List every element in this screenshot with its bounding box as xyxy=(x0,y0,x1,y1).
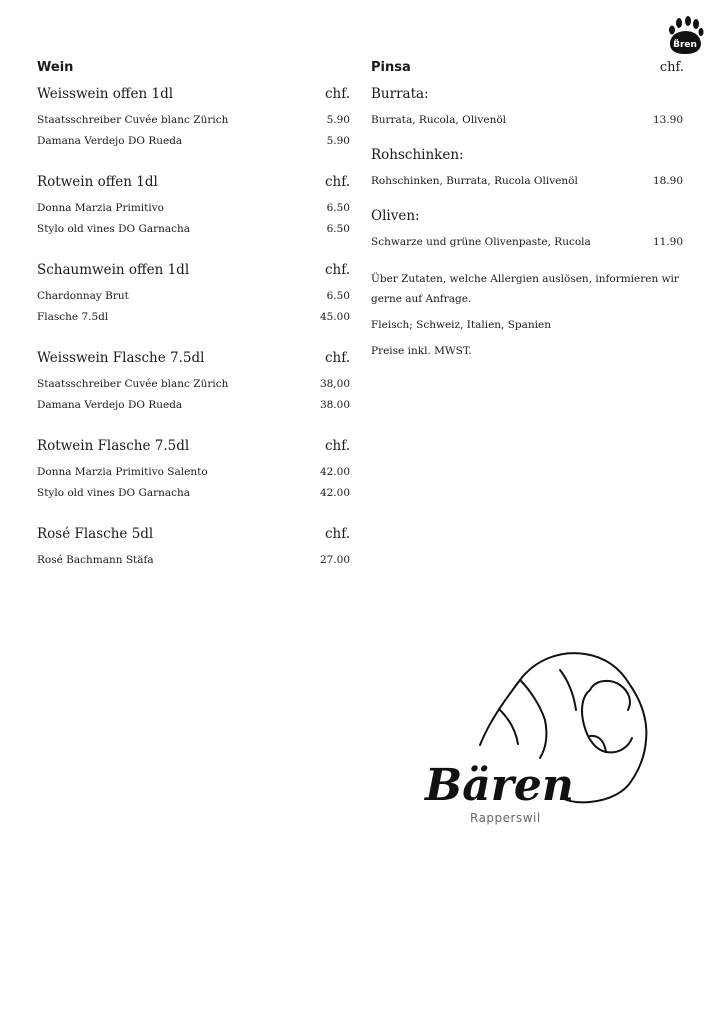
item-name: Burrata, Rucola, Olivenöl xyxy=(371,114,507,126)
menu-item xyxy=(37,462,350,483)
menu-item xyxy=(37,483,350,504)
wine-section xyxy=(37,174,350,240)
item-name: Flasche 7.5dl xyxy=(37,311,109,323)
item-price: 27.00 xyxy=(319,554,350,566)
item-name: Stylo old vines DO Garnacha xyxy=(37,487,191,499)
menu-item xyxy=(37,550,350,571)
item-name: Staatsschreiber Cuvée blanc Zürich xyxy=(37,114,229,126)
menu-item xyxy=(37,110,350,131)
wine-section xyxy=(37,86,350,152)
menu-item xyxy=(37,374,350,395)
menu-item xyxy=(371,110,684,131)
pinsa-section xyxy=(371,86,684,131)
menu-item xyxy=(37,131,350,152)
item-name: Schwarze und grüne Olivenpaste, Rucola xyxy=(371,236,591,248)
currency-label: chf. xyxy=(324,174,350,190)
wine-section xyxy=(37,438,350,504)
section-title: Weisswein offen 1dl xyxy=(37,86,174,102)
meat-origin-note: Fleisch; Schweiz, Italien, Spanien xyxy=(371,319,551,331)
pinsa-title: Pinsa xyxy=(371,60,411,75)
pinsa-section xyxy=(371,147,684,192)
pinsa-column xyxy=(371,60,684,367)
menu-item xyxy=(37,395,350,416)
currency-label: chf. xyxy=(324,350,350,366)
item-name: Chardonnay Brut xyxy=(37,290,129,302)
currency-label: chf. xyxy=(324,86,350,102)
item-price: 5.90 xyxy=(326,114,350,126)
wine-section xyxy=(37,526,350,571)
item-price: 42.00 xyxy=(319,466,350,478)
paw-icon xyxy=(666,16,704,56)
item-name: Rosé Bachmann Stäfa xyxy=(37,554,154,566)
wine-section xyxy=(37,350,350,416)
item-price: 18.90 xyxy=(652,175,683,187)
menu-item xyxy=(37,198,350,219)
info-notes xyxy=(371,269,706,361)
item-price: 42.00 xyxy=(319,487,350,499)
menu-item xyxy=(371,232,684,253)
item-price: 13.90 xyxy=(652,114,683,126)
menu-item xyxy=(37,219,350,240)
item-name: Damana Verdejo DO Rueda xyxy=(37,135,183,147)
logo-wordmark: Bären xyxy=(425,760,574,811)
allergy-note: Über Zutaten, welche Allergien auslösen, informieren wir gerne auf Anfrage. xyxy=(371,273,679,305)
wine-column xyxy=(37,60,350,571)
baeren-logo xyxy=(420,640,670,830)
wine-title: Wein xyxy=(37,60,74,75)
currency-label: chf. xyxy=(324,526,350,542)
svg-text:B̈ren: B̈ren xyxy=(673,40,697,50)
item-price: 6.50 xyxy=(326,223,350,235)
currency-label: chf. xyxy=(324,438,350,454)
item-name: Donna Marzia Primitivo xyxy=(37,202,164,214)
section-title: Oliven: xyxy=(371,208,420,224)
vat-note: Preise inkl. MWST. xyxy=(371,345,472,357)
section-title: Rotwein Flasche 7.5dl xyxy=(37,438,190,454)
menu-item xyxy=(37,286,350,307)
pinsa-header xyxy=(371,60,684,84)
section-title: Rosé Flasche 5dl xyxy=(37,526,154,542)
item-name: Stylo old vines DO Garnacha xyxy=(37,223,191,235)
section-title: Rohschinken: xyxy=(371,147,464,163)
wine-section xyxy=(37,262,350,328)
currency-label: chf. xyxy=(659,60,684,75)
item-price: 11.90 xyxy=(652,236,683,248)
item-price: 6.50 xyxy=(326,202,350,214)
section-title: Burrata: xyxy=(371,86,429,102)
menu-item xyxy=(37,307,350,328)
item-name: Rohschinken, Burrata, Rucola Olivenöl xyxy=(371,175,578,187)
item-name: Donna Marzia Primitivo Salento xyxy=(37,466,208,478)
item-price: 38.00 xyxy=(319,399,350,411)
item-name: Damana Verdejo DO Rueda xyxy=(37,399,183,411)
item-price: 5.90 xyxy=(326,135,350,147)
section-title: Rotwein offen 1dl xyxy=(37,174,158,190)
logo-place: Rapperswil xyxy=(470,811,541,825)
pinsa-section xyxy=(371,208,684,253)
currency-label: chf. xyxy=(324,262,350,278)
section-title: Weisswein Flasche 7.5dl xyxy=(37,350,205,366)
item-price: 6.50 xyxy=(326,290,350,302)
section-title: Schaumwein offen 1dl xyxy=(37,262,190,278)
wine-header xyxy=(37,60,350,84)
item-name: Staatsschreiber Cuvée blanc Zürich xyxy=(37,378,229,390)
item-price: 45.00 xyxy=(319,311,350,323)
item-price: 38,00 xyxy=(319,378,350,390)
menu-item xyxy=(371,171,684,192)
bear-logo-icon xyxy=(420,640,670,830)
